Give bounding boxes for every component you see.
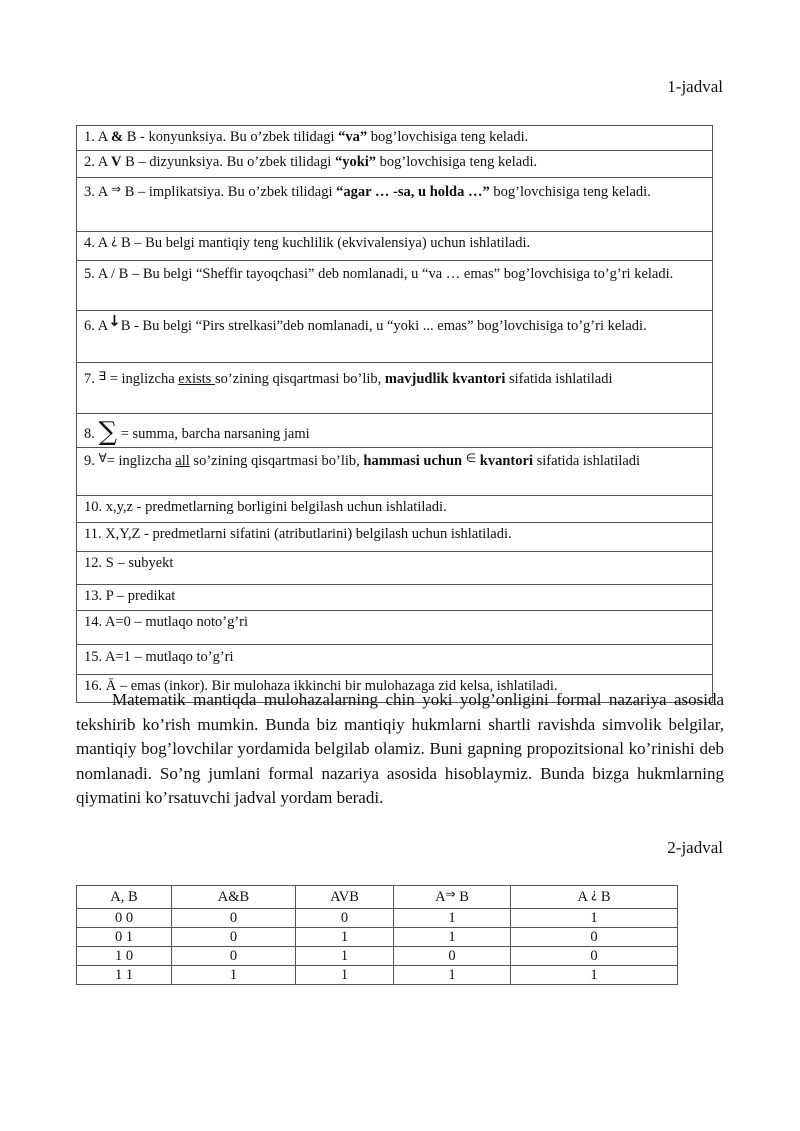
- cell-or: 0: [296, 909, 394, 928]
- row9-b: = inglizcha: [106, 453, 176, 469]
- cell-ab: 0 0: [77, 909, 172, 928]
- list-row-8: [77, 414, 713, 448]
- table-row: [77, 928, 678, 947]
- equivalence-icon: ¿: [111, 233, 118, 247]
- cell-and: 0: [172, 928, 296, 947]
- cell-equivalence: 0: [511, 928, 678, 947]
- row7-d: sifatida ishlatiladi: [505, 371, 613, 387]
- cell-implication: 1: [394, 909, 511, 928]
- cell-ab: 0 1: [77, 928, 172, 947]
- row11-text: 11. X,Y,Z - predmetlarni sifatini (atributlarini) belgilash uchun ishlatiladi.: [84, 526, 512, 542]
- row13-text: 13. P – predikat: [84, 588, 176, 604]
- row8-a: 8.: [84, 426, 99, 442]
- row5-text: 5. A / B – Bu belgi “Sheffir tayoqchasi” deb nomlanadi, u “va … emas” bog’lovchisiga to’g’ri keladi.: [84, 266, 674, 282]
- pierce-arrow-icon: ↓: [108, 312, 121, 330]
- row4-a: 4. A: [84, 235, 111, 251]
- header-and: A&B: [172, 886, 296, 909]
- row15-text: 15. A=1 – mutlaqo to’g’ri: [84, 649, 234, 665]
- row16-text: 16. Ā – emas (inkor). Bir mulohaza ikkinchi bir mulohazaga zid kelsa, ishlatiladi.: [84, 678, 558, 694]
- row6-b: B - Bu belgi “Pirs strelkasi”deb nomlanadi, u “yoki ... emas” bog’lovchisiga to’g’ri keladi.: [120, 318, 647, 334]
- row3-c: bog’lovchisiga teng keladi.: [489, 184, 651, 200]
- cell-and: 0: [172, 947, 296, 966]
- row7-kw: mavjudlik kvantori: [384, 371, 506, 387]
- row2-v: V: [111, 154, 122, 170]
- list-row-12: [77, 552, 713, 585]
- cell-or: 1: [296, 928, 394, 947]
- header-implication-b: B: [459, 889, 469, 905]
- row9-a: 9.: [84, 453, 99, 469]
- table-row: [77, 909, 678, 928]
- table2-caption: 2-jadval: [667, 838, 723, 857]
- row2-c: bog’lovchisiga teng keladi.: [376, 154, 538, 170]
- header-implication: [394, 886, 511, 909]
- forall-icon: ∀: [98, 451, 107, 465]
- list-row-13: [77, 585, 713, 611]
- cell-equivalence: 0: [511, 947, 678, 966]
- row7-c: so’zining qisqartmasi bo’lib,: [214, 371, 385, 387]
- body-paragraph: [76, 688, 724, 811]
- row1-b: B - konyunksiya. Bu o’zbek tilidagi: [123, 129, 339, 145]
- row12-text: 12. S – subyekt: [84, 555, 174, 571]
- list-row-2: [77, 151, 713, 178]
- cell-equivalence: 1: [511, 966, 678, 985]
- row1-a: 1. A: [84, 129, 111, 145]
- row1-kw: “va”: [338, 129, 368, 145]
- sigma-icon: ∑: [98, 417, 118, 447]
- row7-a: 7.: [84, 371, 99, 387]
- row4-b: B – Bu belgi mantiqiy teng kuchlilik (ekvivalensiya) uchun ishlatiladi.: [117, 235, 531, 251]
- header-equivalence-b: B: [600, 889, 611, 905]
- notation-table: [76, 125, 713, 703]
- table-row: [77, 947, 678, 966]
- cell-ab: 1 1: [77, 966, 172, 985]
- element-of-icon: ∈: [465, 451, 477, 465]
- header-equivalence-a: A: [577, 889, 588, 905]
- row1-amp: &: [111, 129, 124, 145]
- row9-d: sifatida ishlatiladi: [532, 453, 641, 469]
- truth-header-row: [77, 886, 678, 909]
- header-or: AVB: [296, 886, 394, 909]
- row9-kw2: kvantori: [479, 453, 533, 469]
- cell-or: 1: [296, 966, 394, 985]
- list-row-10: [77, 496, 713, 523]
- row2-kw: “yoki”: [334, 154, 377, 170]
- exists-icon: ∃: [98, 369, 107, 383]
- list-row-14: [77, 611, 713, 645]
- row7-b: = inglizcha: [106, 371, 179, 387]
- list-row-9: [77, 448, 713, 496]
- list-row-15: [77, 645, 713, 675]
- row2-b: B – dizyunksiya. Bu o’zbek tilidagi: [121, 154, 335, 170]
- list-row-11: [77, 523, 713, 552]
- list-row-4: [77, 232, 713, 261]
- list-row-1: [77, 126, 713, 151]
- paragraph-text: Matematik mantiqda mulohazalarning chin yoki yolg’onligini formal nazariya asosida tekshirib ko’rish mumkin. Bunda biz mantiqiy hukmlarni shartli ravishda simvolik belgilar, mantiqiy bog’lovchilar yordamida belgilab olamiz. Buni gapning propozitsional ko’rinishi deb nomlanadi. So’ng jumlani formal nazariya asosida hisoblaymiz. Bunda bizga hukmlarning qiymatini ko’rsatuvchi jadval yordam beradi.: [76, 690, 724, 807]
- header-implication-a: A: [435, 889, 446, 905]
- cell-and: 0: [172, 909, 296, 928]
- cell-implication: 0: [394, 947, 511, 966]
- row3-kw: “agar … -sa, u holda …”: [336, 184, 490, 200]
- cell-ab: 1 0: [77, 947, 172, 966]
- table-row: [77, 966, 678, 985]
- header-equivalence: [511, 886, 678, 909]
- implication-icon: ⇒: [111, 182, 122, 196]
- cell-equivalence: 1: [511, 909, 678, 928]
- cell-and: 1: [172, 966, 296, 985]
- row8-b: = summa, barcha narsaning jami: [117, 426, 310, 442]
- list-row-5: [77, 261, 713, 311]
- list-row-7: [77, 363, 713, 414]
- list-row-6: [77, 311, 713, 363]
- row9-c: so’zining qisqartmasi bo’lib,: [189, 453, 364, 469]
- equivalence-icon: ¿: [590, 887, 598, 901]
- row14-text: 14. A=0 – mutlaqo noto’g’ri: [84, 614, 249, 630]
- row6-a: 6. A: [84, 318, 109, 334]
- cell-or: 1: [296, 947, 394, 966]
- list-row-3: [77, 178, 713, 232]
- row7-u: exists: [178, 371, 215, 387]
- truth-table: [76, 885, 678, 985]
- row3-a: 3. A: [84, 184, 111, 200]
- row9-u: all: [175, 453, 190, 469]
- row9-kw: hammasi uchun: [363, 453, 463, 469]
- table1-caption: 1-jadval: [667, 77, 723, 96]
- row10-text: 10. x,y,z - predmetlarning borligini belgilash uchun ishlatiladi.: [84, 499, 447, 515]
- implication-icon: ⇒: [445, 887, 456, 901]
- header-ab: A, B: [77, 886, 172, 909]
- cell-implication: 1: [394, 966, 511, 985]
- row3-b: B – implikatsiya. Bu o’zbek tilidagi: [121, 184, 337, 200]
- row2-a: 2. A: [84, 154, 111, 170]
- cell-implication: 1: [394, 928, 511, 947]
- row1-c: bog’lovchisiga teng keladi.: [367, 129, 529, 145]
